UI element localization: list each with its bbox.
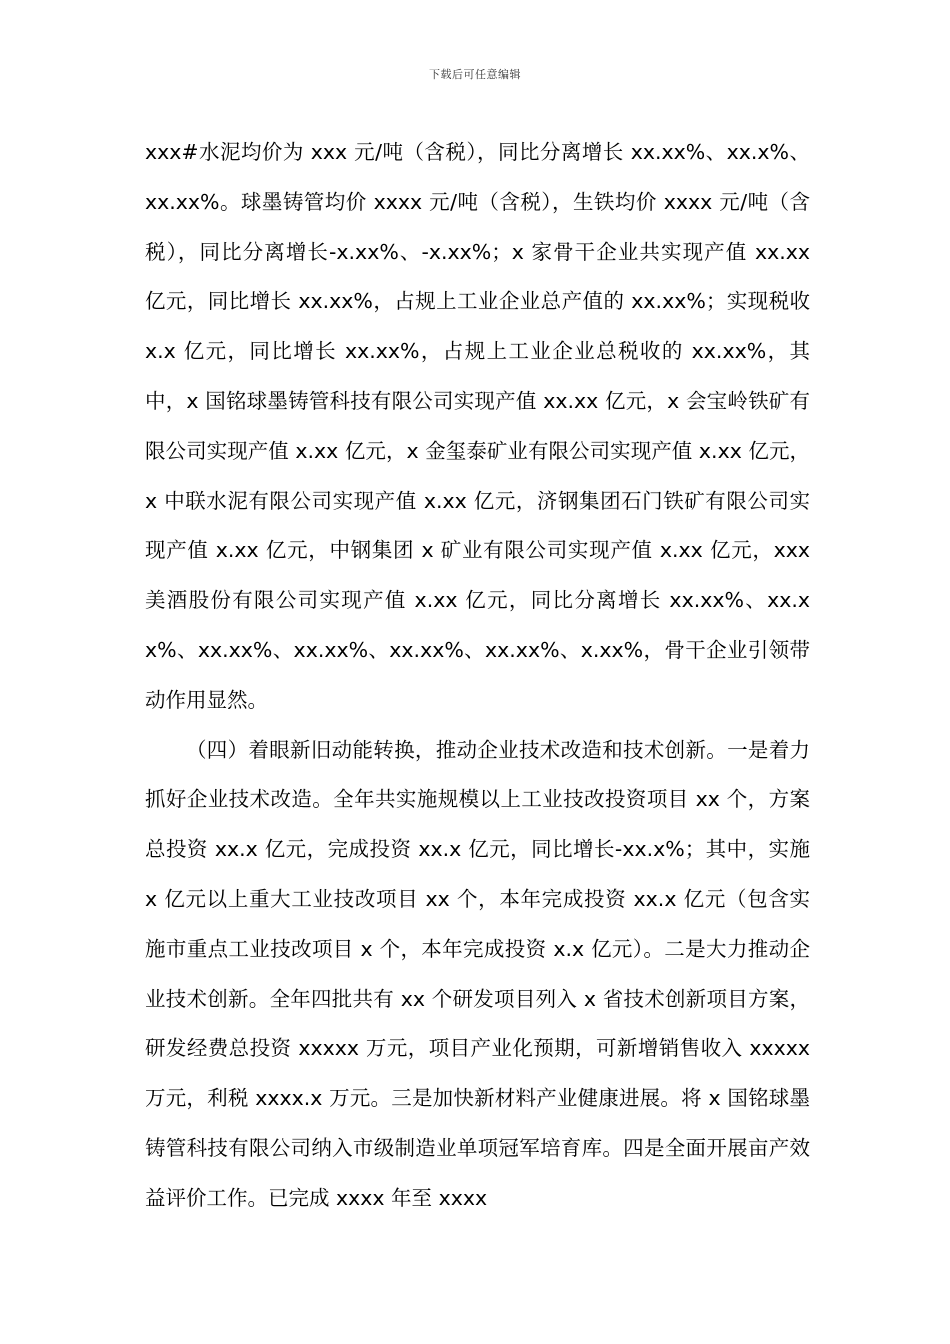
paragraph-2: （四）着眼新旧动能转换，推动企业技术改造和技术创新。一是着力抓好企业技术改造。全年共实施规模以上工业技改投资项目 xx 个，方案总投资 xx.x 亿元，完成投资 xx.x 亿元，同比增长-xx.x%；其中，实施 x 亿元以上重大工业技改项目 xx 个，本年完成投资 xx.x 亿元（包含实施市重点工业技改项目 x 个，本年完成投资 x.x 亿元）。二是大力推动企业技术创新。全年四批共有 xx 个研发项目列入 x 省技术创新项目方案，研发经费总投资 xxxxx 万元，项目产业化预期，可新增销售收入 xxxxx 万元，利税 xxxx.x 万元。三是加快新材料产业健康进展。将 x 国铭球墨铸管科技有限公司纳入市级制造业单项冠军培育库。四是全面开展亩产效益评价工作。已完成 xxxx 年至 xxxx <box>145 737 810 1210</box>
page-header: 下载后可任意编辑 <box>429 68 521 81</box>
document-body <box>145 128 810 1224</box>
paragraph-1: xxx#水泥均价为 xxx 元/吨（含税），同比分离增长 xx.xx%、xx.x%、xx.xx%。球墨铸管均价 xxxx 元/吨（含税），生铁均价 xxxx 元/吨（含税），同比分离增长-x.xx%、-x.xx%；x 家骨干企业共实现产值 xx.xx 亿元，同比增长 xx.xx%，占规上工业企业总产值的 xx.xx%；实现税收 x.x 亿元，同比增长 xx.xx%，占规上工业企业总税收的 xx.xx%，其中，x 国铭球墨铸管科技有限公司实现产值 xx.xx 亿元，x 会宝岭铁矿有限公司实现产值 x.xx 亿元，x 金玺泰矿业有限公司实现产值 x.xx 亿元，x 中联水泥有限公司实现产值 x.xx 亿元，济钢集团石门铁矿有限公司实现产值 x.xx 亿元，中钢集团 x 矿业有限公司实现产值 x.xx 亿元，xxx 美酒股份有限公司实现产值 x.xx 亿元，同比分离增长 xx.xx%、xx.xx%、xx.xx%、xx.xx%、xx.xx%、xx.xx%、x.xx%，骨干企业引领带动作用显然。 <box>145 140 810 712</box>
